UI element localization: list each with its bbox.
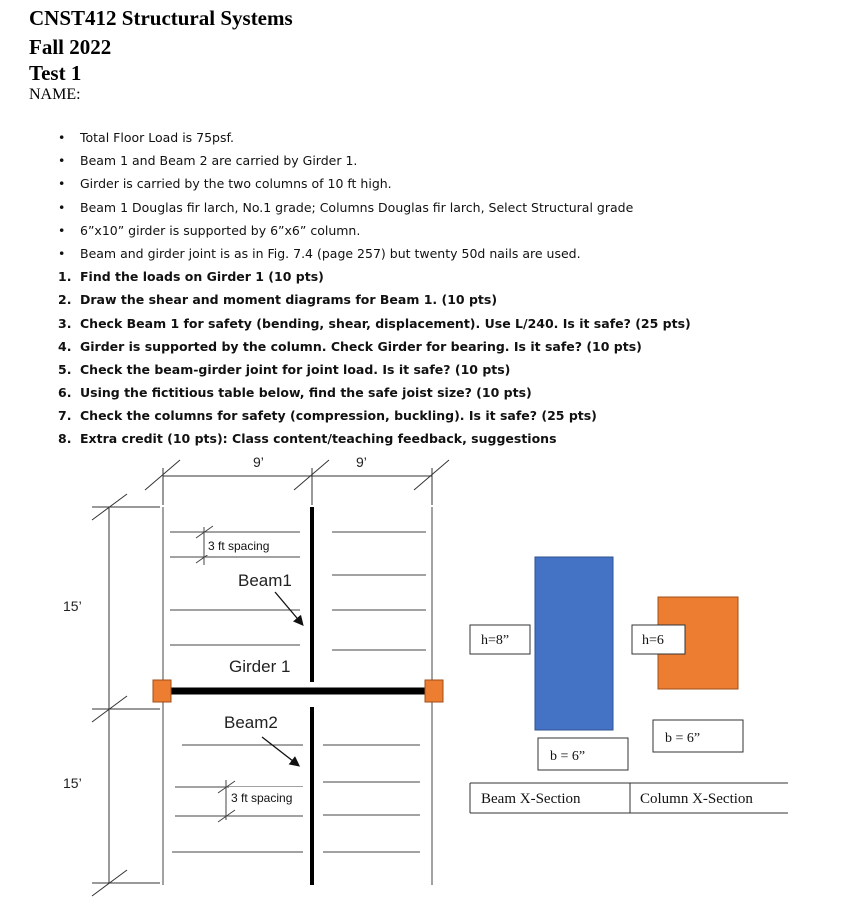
side-dimension xyxy=(92,494,160,896)
bullet-item: • Beam 1 Douglas fir larch, No.1 grade; Columns Douglas fir larch, Select Structural grade xyxy=(58,198,691,221)
bullet-icon: • xyxy=(58,153,66,169)
bullet-item: • Total Floor Load is 75psf. xyxy=(58,128,691,151)
test-label: Test 1 xyxy=(29,61,82,85)
question-item: 2. Draw the shear and moment diagrams for Beam 1. (10 pts) xyxy=(58,292,498,308)
spacing-bottom-label: 3 ft spacing xyxy=(231,791,293,805)
beam-section-caption: Beam X-Section xyxy=(481,791,581,807)
name-label: NAME: xyxy=(29,86,81,103)
spacing-top-label: 3 ft spacing xyxy=(208,539,270,553)
beam-section-rect xyxy=(535,557,613,730)
outer-walls xyxy=(163,507,432,885)
bullet-icon: • xyxy=(58,176,66,192)
beam-b-label: b = 6” xyxy=(550,749,586,764)
column-right xyxy=(425,680,443,702)
bullet-icon: • xyxy=(58,130,66,145)
column-h-label: h=6 xyxy=(642,633,664,648)
dim-top-bay-label: 15’ xyxy=(63,598,82,614)
question-item: 6. Using the fictitious table below, find the safe joist size? (10 pts) xyxy=(58,385,532,401)
column-left xyxy=(153,680,171,702)
question-item: 3. Check Beam 1 for safety (bending, shear, displacement). Use L/240. Is it safe? (25 pts) xyxy=(58,315,691,331)
top-dimension xyxy=(145,460,449,505)
bullet-icon: • xyxy=(58,222,66,238)
dim-bottom-bay-label: 15’ xyxy=(63,775,82,791)
beam2-label: Beam2 xyxy=(224,713,278,732)
beam-h-label: h=8” xyxy=(481,633,510,648)
bullet-item: • Beam and girder joint is as in Fig. 7.4 (page 257) but twenty 50d nails are used. xyxy=(58,244,691,267)
column-b-label: b = 6” xyxy=(665,731,701,746)
question-item: 5. Check the beam-girder joint for joint load. Is it safe? (10 pts) xyxy=(58,361,511,377)
bullet-icon: • xyxy=(58,199,66,215)
course-title: CNST412 Structural Systems xyxy=(29,6,293,30)
beam1-arrow-icon xyxy=(275,592,302,624)
beam1-label: Beam1 xyxy=(238,571,292,590)
question-item: 7. Check the columns for safety (compression, buckling). Is it safe? (25 pts) xyxy=(58,408,597,424)
question-item: 8. Extra credit (10 pts): Class content/teaching feedback, suggestions xyxy=(58,431,557,447)
bullet-item: • 6”x10” girder is supported by 6”x6” column. xyxy=(58,221,691,244)
term-label: Fall 2022 xyxy=(29,35,112,59)
dim-right-label: 9’ xyxy=(356,454,367,470)
bullet-item: • Girder is carried by the two columns of 10 ft high. xyxy=(58,174,691,197)
question-item: 4. Girder is supported by the column. Check Girder for bearing. Is it safe? (10 pts) xyxy=(58,338,642,354)
dim-left-label: 9’ xyxy=(253,454,264,470)
column-section-caption: Column X-Section xyxy=(640,791,753,807)
girder-label: Girder 1 xyxy=(229,657,291,676)
bullet-item: • Beam 1 and Beam 2 are carried by Girder 1. xyxy=(58,151,691,174)
beam2-arrow-icon xyxy=(262,737,298,765)
question-item: 1. Find the loads on Girder 1 (10 pts) xyxy=(58,269,324,285)
bullet-icon: • xyxy=(58,245,66,261)
